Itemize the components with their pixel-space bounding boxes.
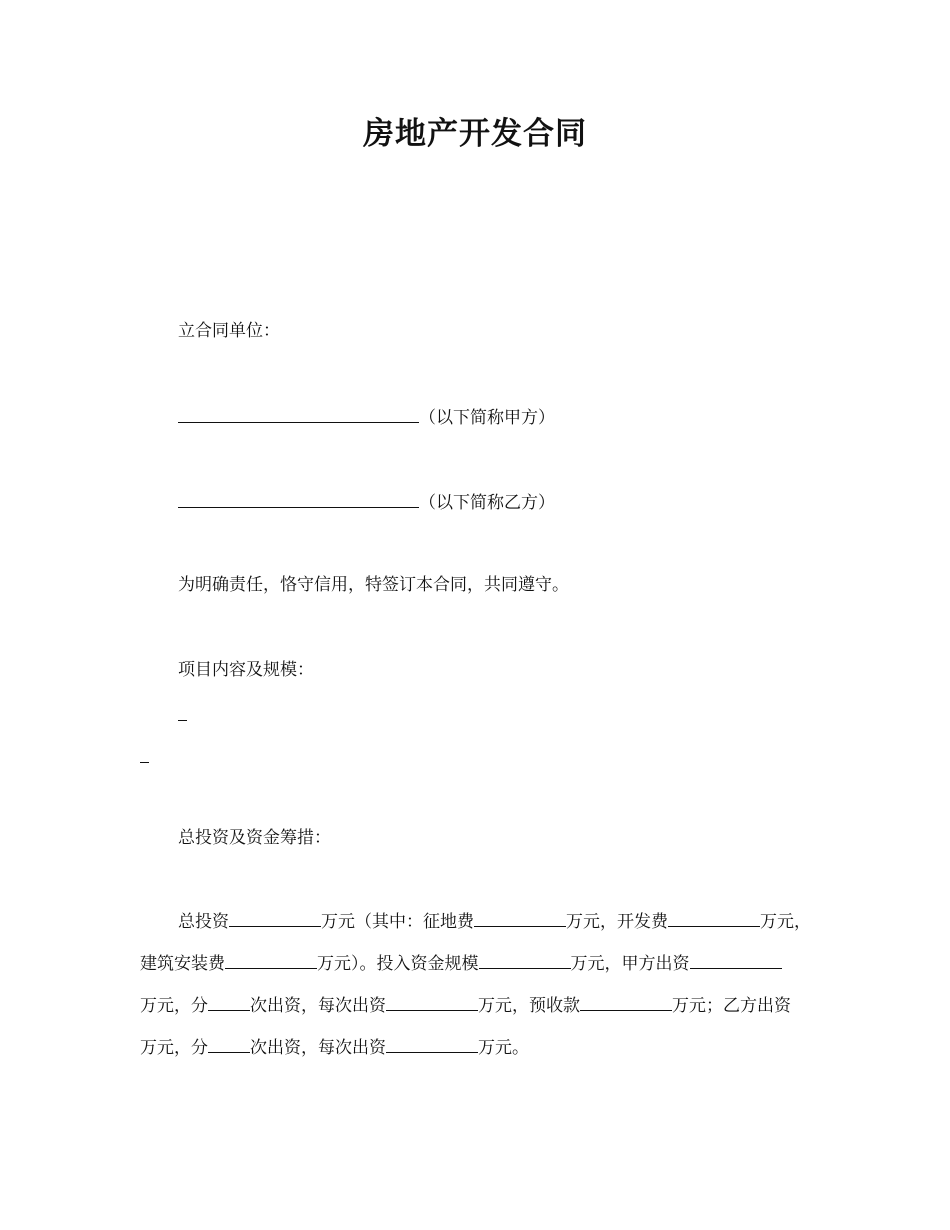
advance-payment-blank[interactable] <box>580 992 672 1011</box>
project-content-blank[interactable] <box>178 720 187 721</box>
funding-scale-blank[interactable] <box>479 950 571 969</box>
investment-text: 万元；乙方出资 <box>672 996 791 1016</box>
party-a-per-installment-blank[interactable] <box>386 992 478 1011</box>
investment-text: 万元，分 <box>140 1038 208 1058</box>
investment-text: 次出资，每次出资 <box>250 1038 386 1058</box>
investment-text: 万元）。投入资金规模 <box>317 954 479 974</box>
investment-row-2 <box>140 943 830 985</box>
investment-text: 万元。 <box>478 1038 529 1058</box>
party-a-name-blank[interactable] <box>178 404 419 423</box>
party-a-line <box>178 404 555 430</box>
investment-row-1 <box>140 901 830 943</box>
project-scale-blank[interactable] <box>140 762 149 763</box>
investment-paragraph <box>140 901 830 1069</box>
investment-heading: 总投资及资金筹措： <box>178 828 331 848</box>
document-title: 房地产开发合同 <box>363 116 587 152</box>
party-b-name-blank[interactable] <box>178 489 419 508</box>
party-b-per-installment-blank[interactable] <box>386 1034 478 1053</box>
total-investment-blank[interactable] <box>229 908 321 927</box>
investment-text: 万元，分 <box>140 996 208 1016</box>
construction-fee-blank[interactable] <box>225 950 317 969</box>
investment-text: 次出资，每次出资 <box>250 996 386 1016</box>
investment-row-3 <box>140 985 830 1027</box>
investment-text: 万元，甲方出资 <box>570 954 690 974</box>
party-a-suffix: （以下简称甲方） <box>419 408 555 428</box>
investment-text: 万元，预收款 <box>478 996 580 1016</box>
party-a-installments-blank[interactable] <box>208 992 250 1011</box>
party-b-suffix: （以下简称乙方） <box>419 493 555 513</box>
investment-text: 总投资 <box>178 912 229 932</box>
land-fee-blank[interactable] <box>474 908 566 927</box>
party-b-line <box>178 489 555 515</box>
investment-text: 万元， <box>760 912 811 932</box>
project-heading: 项目内容及规模： <box>178 660 314 680</box>
investment-text: 建筑安装费 <box>140 954 225 974</box>
purpose-statement: 为明确责任，恪守信用，特签订本合同，共同遵守。 <box>178 575 569 595</box>
development-fee-blank[interactable] <box>668 908 760 927</box>
party-b-installments-blank[interactable] <box>208 1034 250 1053</box>
investment-text: 万元，开发费 <box>566 912 668 932</box>
investment-text: 万元（其中：征地费 <box>321 912 474 932</box>
parties-heading: 立合同单位： <box>178 321 280 341</box>
party-a-contribution-blank[interactable] <box>690 950 782 969</box>
investment-row-4 <box>140 1027 830 1069</box>
